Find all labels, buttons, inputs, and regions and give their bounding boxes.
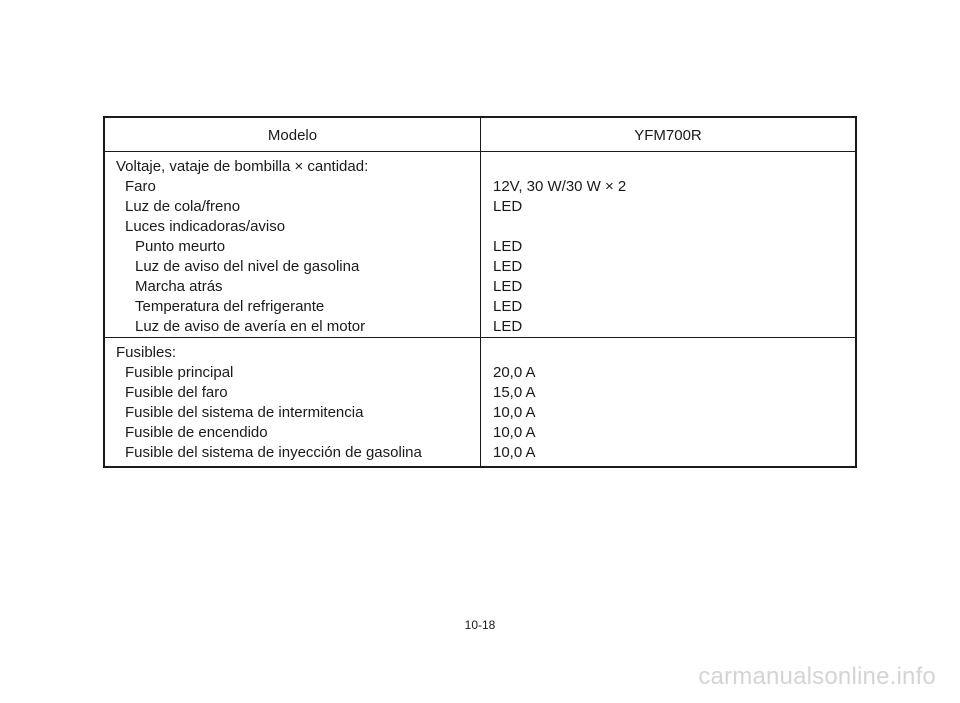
ignition-fuse-label: Fusible de encendido: [125, 424, 268, 441]
fuses-labels-cell: [105, 338, 480, 466]
specifications-table: [103, 116, 857, 468]
reverse-indicator-label: Marcha atrás: [135, 278, 223, 295]
ignition-fuse-value: 10,0 A: [493, 424, 536, 441]
bulbs-section-title: Voltaje, vataje de bombilla × cantidad:: [116, 158, 369, 175]
neutral-indicator-label: Punto meurto: [135, 238, 226, 255]
reverse-indicator-value: LED: [493, 278, 523, 295]
main-fuse-label: Fusible principal: [125, 364, 234, 381]
watermark: carmanualsonline.info: [698, 663, 936, 690]
fuel-level-warning-label: Luz de aviso del nivel de gasolina: [135, 258, 360, 275]
coolant-temperature-value: LED: [493, 298, 523, 315]
neutral-indicator-value: LED: [493, 238, 523, 255]
model-label: Modelo: [267, 127, 318, 144]
signaling-fuse-value: 10,0 A: [493, 404, 536, 421]
tail-brake-label: Luz de cola/freno: [125, 198, 241, 215]
headlight-fuse-label: Fusible del faro: [125, 384, 228, 401]
main-fuse-value: 20,0 A: [493, 364, 536, 381]
fuel-level-warning-value: LED: [493, 258, 523, 275]
bulbs-labels-cell: [105, 152, 480, 337]
fuses-section-title: Fusibles:: [116, 344, 177, 361]
coolant-temperature-label: Temperatura del refrigerante: [135, 298, 325, 315]
table-header-row: [105, 118, 855, 152]
page-number: 10-18: [464, 618, 496, 632]
model-value: YFM700R: [634, 127, 702, 144]
fuel-injection-fuse-label: Fusible del sistema de inyección de gasolina: [125, 444, 422, 461]
engine-trouble-warning-value: LED: [493, 318, 523, 335]
tail-brake-value: LED: [493, 198, 523, 215]
headlight-fuse-value: 15,0 A: [493, 384, 536, 401]
fuel-injection-fuse-value: 10,0 A: [493, 444, 536, 461]
indicator-lights-label: Luces indicadoras/aviso: [125, 218, 286, 235]
fuses-values-cell: [481, 338, 855, 466]
signaling-fuse-label: Fusible del sistema de intermitencia: [125, 404, 364, 421]
headlight-value: 12V, 30 W/30 W × 2: [493, 178, 627, 195]
bulbs-row: [105, 152, 855, 338]
fuses-row: [105, 338, 855, 466]
headlight-label: Faro: [125, 178, 156, 195]
bulbs-values-cell: [481, 152, 855, 337]
engine-trouble-warning-label: Luz de aviso de avería en el motor: [135, 318, 366, 335]
